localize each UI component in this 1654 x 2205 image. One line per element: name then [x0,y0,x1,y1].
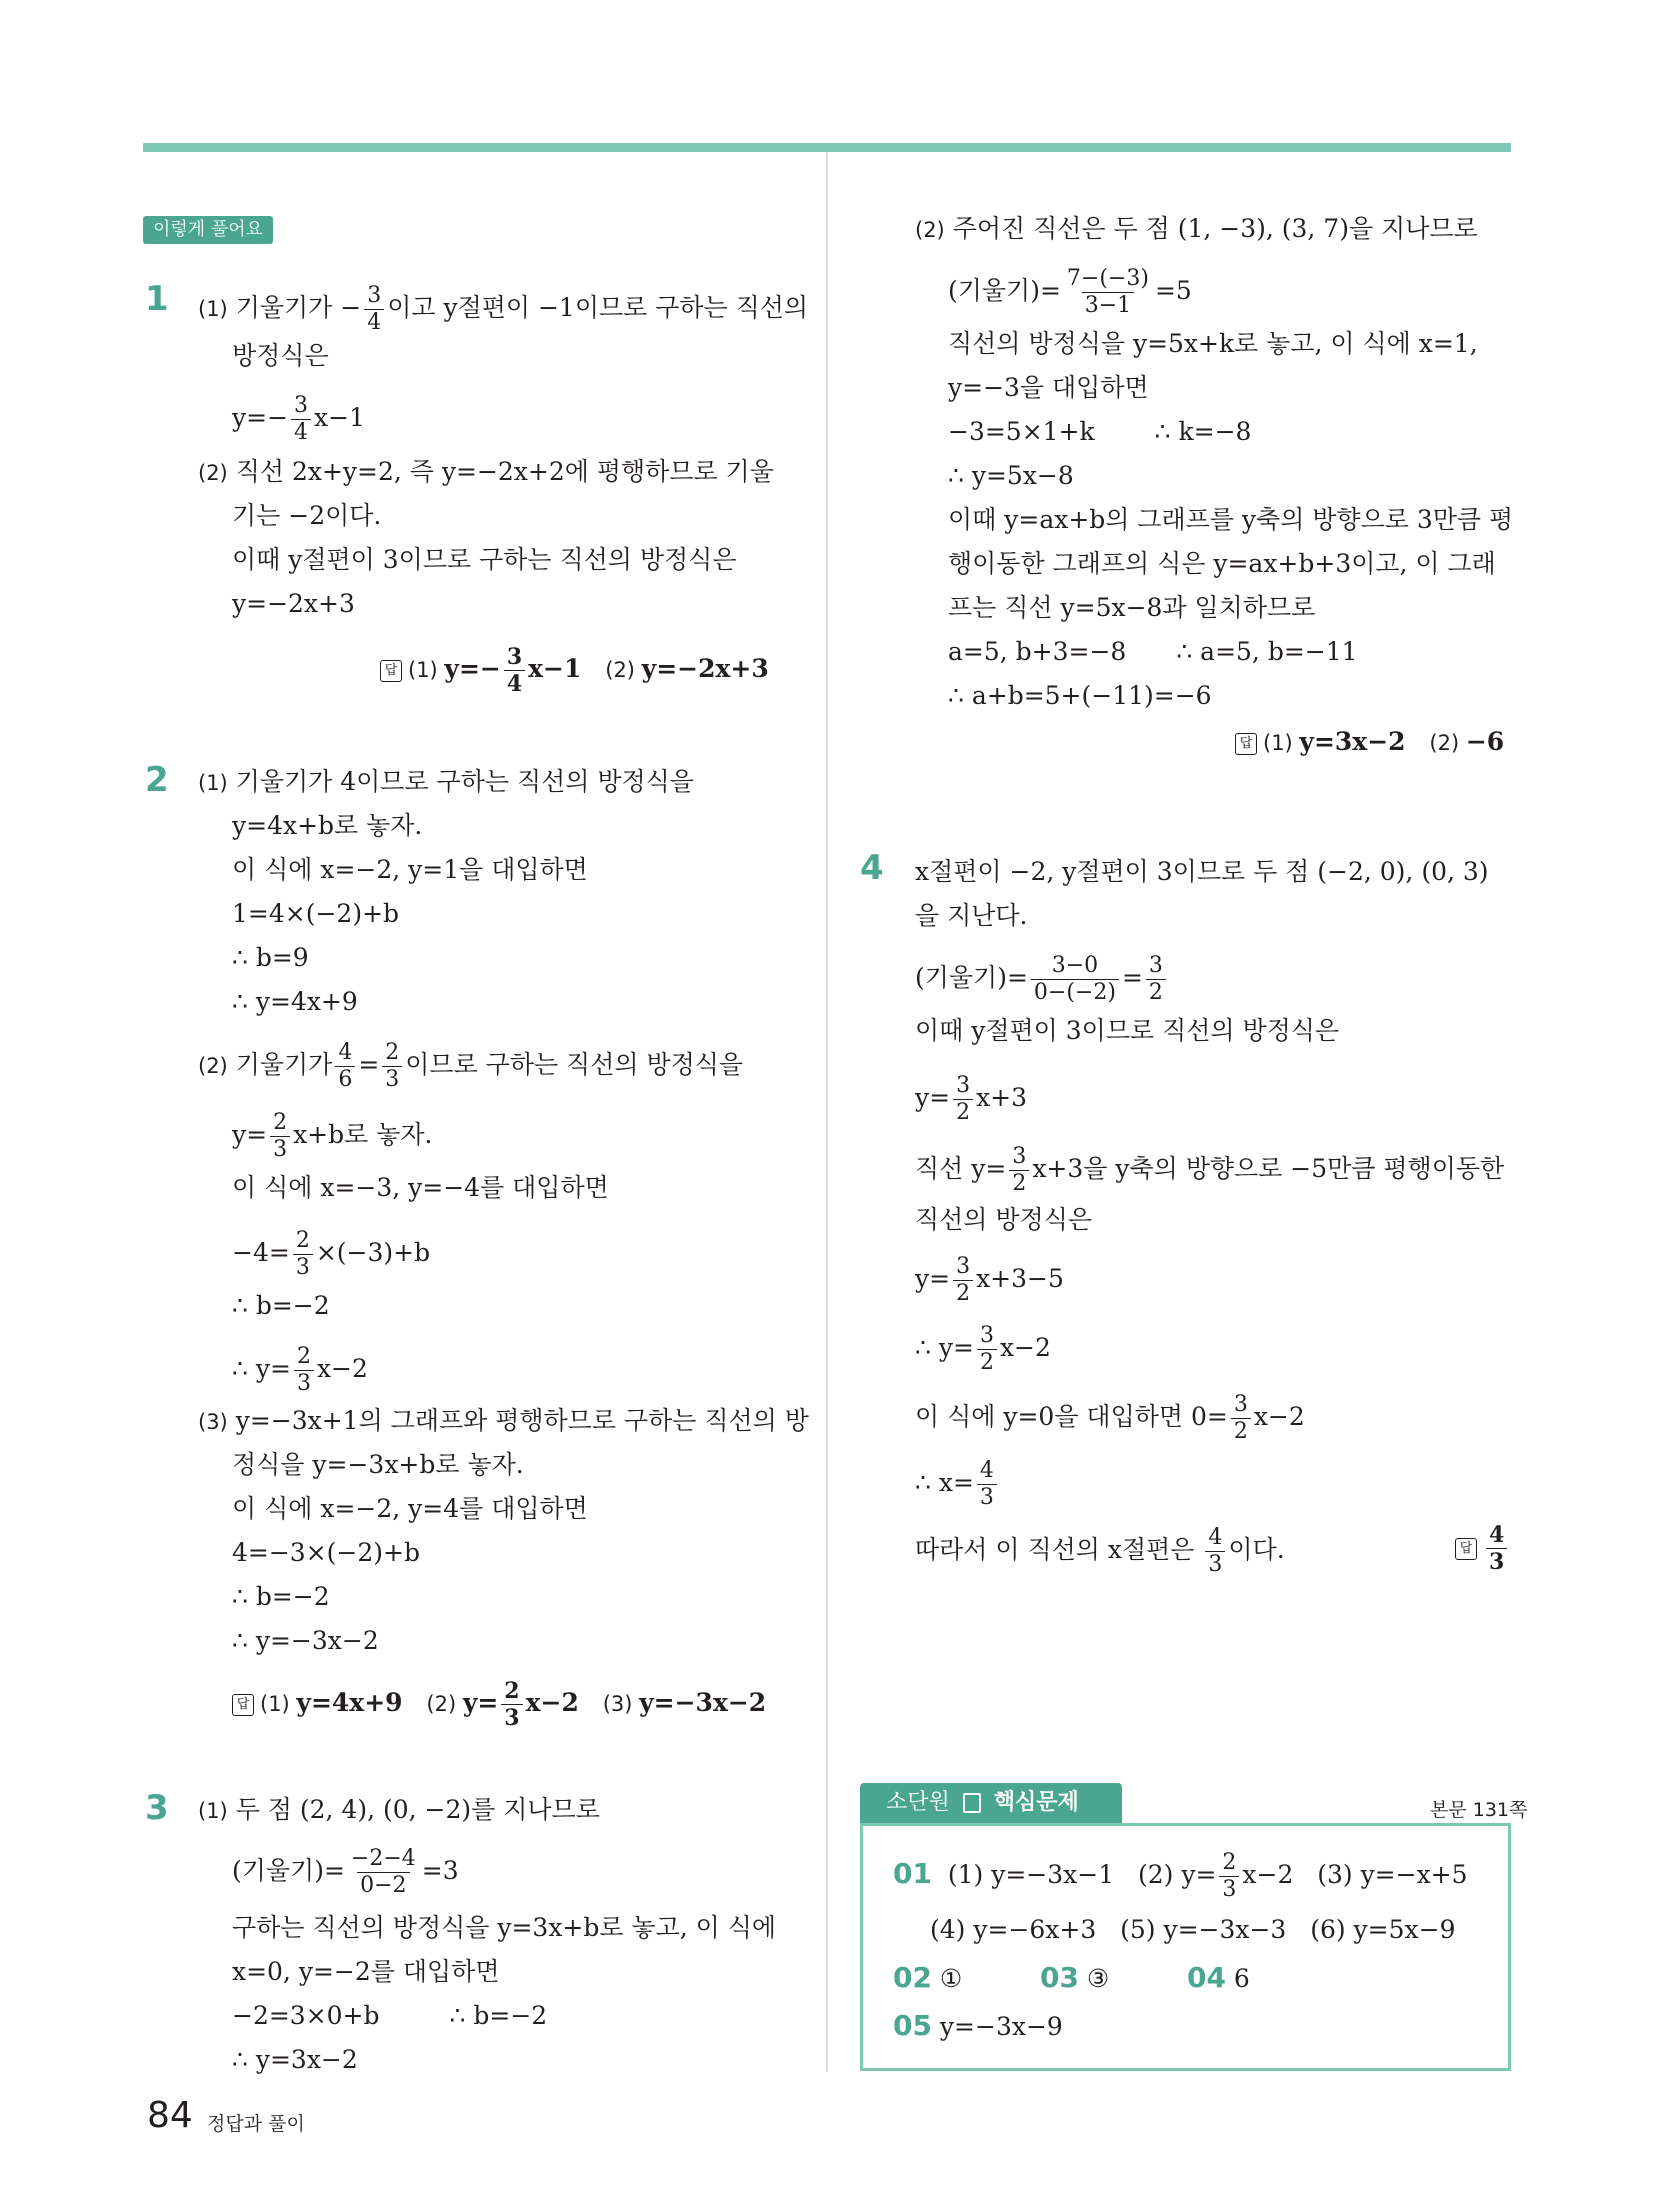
footer-label: 정답과 풀이 [207,2113,305,2135]
solution-line: (기울기)= $\frac{7-(-3)}{3-1}$ =5 [948,266,1192,318]
solution-line: 이 식에 x=−3, y=−4를 대입하면 [232,1173,609,1202]
solution-line: y= $\frac{3}{2}$ x+3−5 [915,1254,1064,1306]
solution-line: ∴ b=9 [232,943,309,972]
solution-line: ∴ x= $\frac{4}{3}$ [915,1460,1000,1509]
answer-line: 답 (1) y=− $\frac{3}{4}$ x−1 (2) y=−2x+3 [380,646,769,695]
solution-line: ∴ b=−2 [232,1291,330,1320]
summary-row: 02 ① [893,1961,963,1994]
answer-icon: 답 [380,660,402,682]
solution-line: y=4x+b로 놓자. [232,811,423,840]
solution-line: x절편이 −2, y절편이 3이므로 두 점 (−2, 0), (0, 3) [915,857,1489,886]
solution-line: 직선 y= $\frac{3}{2}$ x+3을 y축의 방향으로 −5만큼 평행이동한 [915,1144,1505,1196]
solution-line: 방정식은 [232,341,329,370]
answer-line: 답 (1) y=4x+9 (2) y= $\frac{2}{3}$ x−2 (3) y=−3x−2 [232,1680,766,1729]
solution-line: x=0, y=−2를 대입하면 [232,1957,500,1986]
summary-row: 03 ③ [1040,1961,1110,1994]
textbook-page-ref: 본문 131쪽 [1430,1799,1528,1821]
solution-line: ∴ y=3x−2 [232,2045,358,2074]
book-icon [963,1793,981,1813]
solution-line: (1) 기울기가 4이므로 구하는 직선의 방정식을 [198,767,694,796]
solution-line: ∴ y=4x+9 [232,987,358,1016]
solution-line: 이 식에 x=−2, y=1을 대입하면 [232,855,588,884]
solution-line: y= $\frac{3}{2}$ x+3 [915,1073,1028,1125]
solution-line: (2) 기울기가 $\frac{4}{6}$ = $\frac{2}{3}$ 이므로 구하는 직선의 방정식을 [198,1040,744,1092]
solution-line: (1) 기울기가 − $\frac{3}{4}$ 이고 y절편이 −1이므로 구하는 직선의 [198,283,809,335]
solution-line: y=−3을 대입하면 [948,373,1149,402]
summary-row: (4) y=−6x+3 (5) y=−3x−3 (6) y=5x−9 [930,1915,1456,1944]
summary-row: 01 (1) y=−3x−1 (2) y= $\frac{2}{3}$ x−2 (3) y=−x+5 [893,1850,1468,1902]
solution-line: 직선의 방정식을 y=5x+k로 놓고, 이 식에 x=1, [948,329,1478,358]
solution-line: ∴ y= $\frac{3}{2}$ x−2 [915,1323,1051,1375]
solution-line: (2) 직선 2x+y=2, 즉 y=−2x+2에 평행하므로 기울 [198,457,774,486]
answer-icon: 답 [232,1694,254,1716]
solution-line: −3=5×1+k ∴ k=−8 [948,417,1252,446]
summary-row: 04 6 [1187,1961,1250,1994]
solution-line: 프는 직선 y=5x−8과 일치하므로 [948,593,1316,622]
solution-line: 이때 y절편이 3이므로 구하는 직선의 방정식은 [232,545,737,574]
solution-line: y=−2x+3 [232,589,355,618]
column-divider [826,152,828,2072]
solution-line: 4=−3×(−2)+b [232,1538,420,1567]
solution-line: 정식을 y=−3x+b로 놓자. [232,1450,524,1479]
solution-line: 직선의 방정식은 [915,1205,1092,1234]
solution-line: ∴ y= $\frac{2}{3}$ x−2 [232,1344,368,1396]
solution-line: 이때 y=ax+b의 그래프를 y축의 방향으로 3만큼 평 [948,505,1514,534]
solution-line: (1) 두 점 (2, 4), (0, −2)를 지나므로 [198,1795,600,1824]
solution-line: (기울기)= $\frac{3-0}{0-(-2)}$ = $\frac{3}{2}$ [915,955,1169,1004]
solution-line: y=− $\frac{3}{4}$ x−1 [232,393,365,445]
solution-line: 구하는 직선의 방정식을 y=3x+b로 놓고, 이 식에 [232,1913,777,1942]
solution-line: (기울기)= $\frac{-2-4}{0-2}$ =3 [232,1846,459,1898]
problem-number: 2 [145,760,169,800]
fraction: $\frac{3}{4}$ [291,395,311,444]
solution-line: 기는 −2이다. [232,501,382,530]
solution-line: (2) 주어진 직선은 두 점 (1, −3), (3, 7)을 지나므로 [915,214,1478,243]
solution-line: 이 식에 x=−2, y=4를 대입하면 [232,1494,588,1523]
answer-icon: 답 [1455,1538,1477,1560]
solution-line: a=5, b+3=−8 ∴ a=5, b=−11 [948,637,1358,666]
solution-line: ∴ y=−3x−2 [232,1626,379,1655]
summary-tab: 소단원 핵심문제 [860,1783,1122,1823]
solution-line: y= $\frac{2}{3}$ x+b로 놓자. [232,1110,433,1162]
solution-line: 행이동한 그래프의 식은 y=ax+b+3이고, 이 그래 [948,549,1496,578]
solution-line: ∴ b=−2 [232,1582,330,1611]
problem-number: 1 [145,279,169,319]
summary-row: 05 y=−3x−9 [893,2009,1063,2042]
top-rule [143,143,1511,152]
answer-icon: 답 [1235,733,1257,755]
solution-line: (3) y=−3x+1의 그래프와 평행하므로 구하는 직선의 방 [198,1406,809,1435]
solution-line: −4= $\frac{2}{3}$ ×(−3)+b [232,1228,431,1280]
fraction: $\frac{3}{4}$ [364,285,384,334]
problem-number: 3 [145,1788,169,1828]
section-badge: 이렇게 풀어요 [143,216,273,244]
answer-line: 답 $\frac{4}{3}$ [1455,1524,1510,1573]
solution-line: ∴ y=5x−8 [948,461,1074,490]
solution-line: 이 식에 y=0을 대입하면 0= $\frac{3}{2}$ x−2 [915,1392,1305,1444]
solution-line: ∴ a+b=5+(−11)=−6 [948,681,1212,710]
answer-line: 답 (1) y=3x−2 (2) −6 [1235,726,1504,759]
solution-line: 이때 y절편이 3이므로 직선의 방정식은 [915,1016,1340,1045]
solution-line: 1=4×(−2)+b [232,899,400,928]
page-number: 84 [147,2095,193,2136]
solution-line: 을 지난다. [915,901,1028,930]
problem-number: 4 [860,848,884,888]
solution-line: −2=3×0+b ∴ b=−2 [232,2001,548,2030]
solution-line: 따라서 이 직선의 x절편은 $\frac{4}{3}$ 이다. [915,1525,1285,1577]
